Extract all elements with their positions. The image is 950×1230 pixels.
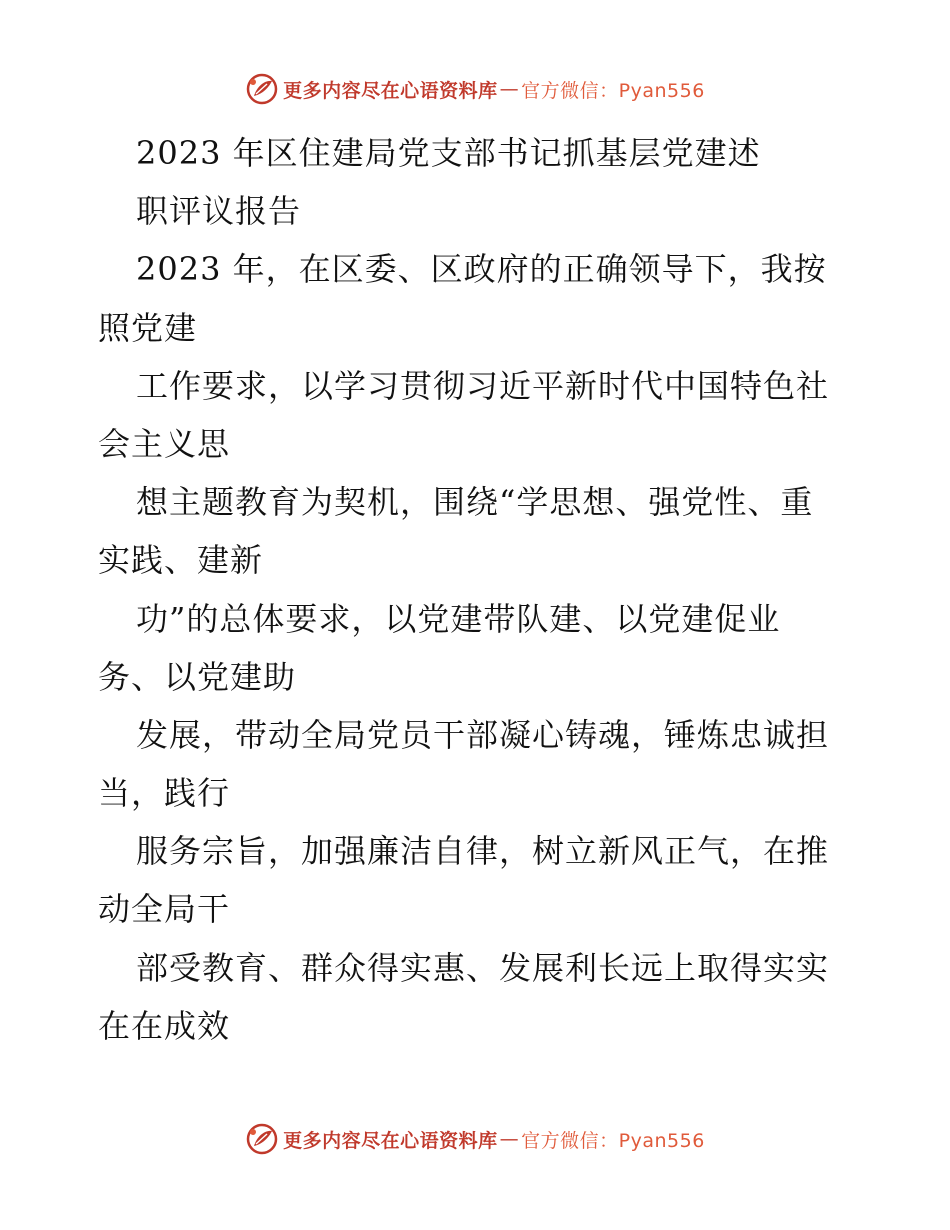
leaf-swirl-logo-icon <box>245 72 279 106</box>
paragraph-line: 功”的总体要求，以党建带队建、以党建促业 <box>136 599 781 638</box>
paragraph-line: 部受教育、群众得实惠、发展利长远上取得实实 <box>136 948 830 987</box>
watermark-dash: — <box>499 78 520 100</box>
title-line-1: 2023 年区住建局党支部书记抓基层党建述 <box>136 134 761 172</box>
paragraph-line: 想主题教育为契机，围绕“学思想、强党性、重 <box>136 483 814 522</box>
paragraph-line: 在在成效 <box>98 1006 231 1045</box>
paragraph-line: 实践、建新 <box>98 541 264 580</box>
paragraph-line: 2023 年，在区委、区政府的正确领导下，我按 <box>136 250 827 289</box>
watermark-main-text: 更多内容尽在心语资料库 <box>283 1129 498 1152</box>
leaf-swirl-logo-icon <box>245 1122 279 1156</box>
paragraph-line: 工作要求，以学习贯彻习近平新时代中国特色社 <box>136 366 830 405</box>
paragraph-line: 当，践行 <box>98 774 231 813</box>
paragraph-line: 动全局干 <box>98 890 231 929</box>
footer-watermark <box>0 1122 950 1156</box>
watermark-dash: — <box>499 1128 520 1150</box>
title-line-2: 职评议报告 <box>136 192 302 231</box>
watermark-wechat-text: 官方微信：Pyan556 <box>521 79 705 102</box>
paragraph-line: 务、以党建助 <box>98 657 297 696</box>
paragraph-line: 发展，带动全局党员干部凝心铸魂，锤炼忠诚担 <box>136 715 830 754</box>
watermark-wechat-text: 官方微信：Pyan556 <box>521 1129 705 1152</box>
header-watermark <box>0 72 950 106</box>
watermark-main-text: 更多内容尽在心语资料库 <box>283 79 498 102</box>
paragraph-line: 会主义思 <box>98 424 231 463</box>
document-body <box>98 124 858 1055</box>
paragraph-line: 照党建 <box>98 308 198 347</box>
paragraph-line: 服务宗旨，加强廉洁自律，树立新风正气，在推 <box>136 832 830 871</box>
